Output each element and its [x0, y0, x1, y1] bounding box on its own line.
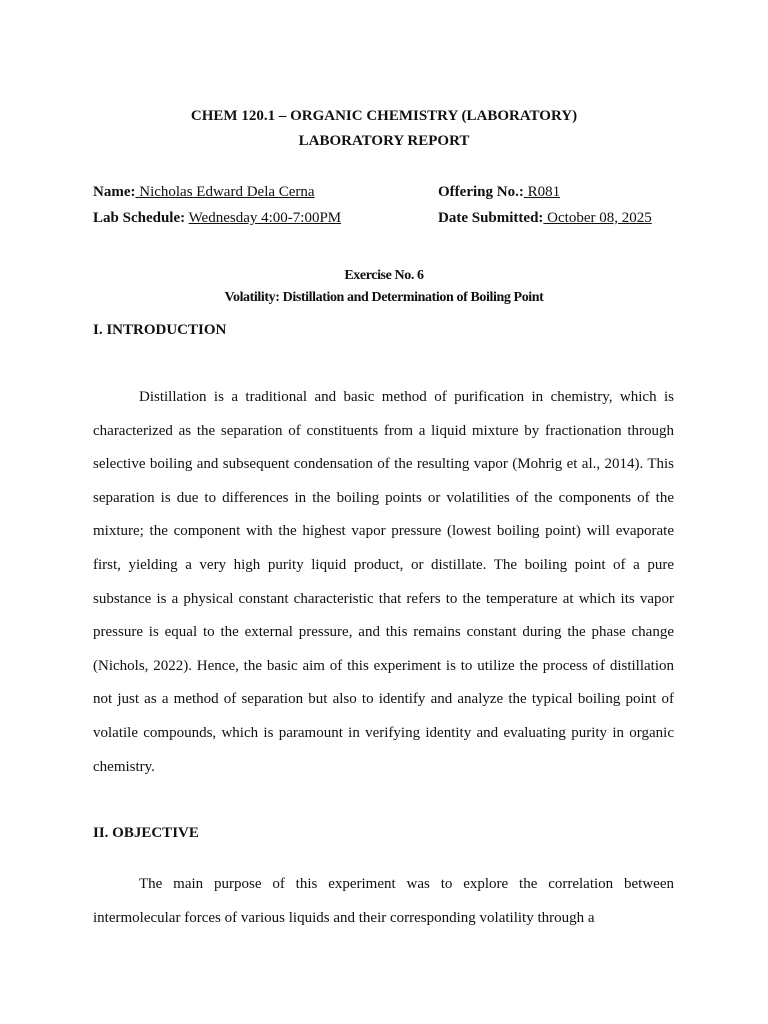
- schedule-label: Lab Schedule:: [93, 210, 186, 226]
- offering-value: R081: [523, 184, 561, 200]
- objective-heading: II. OBJECTIVE: [93, 825, 199, 841]
- name-label: Name:: [93, 184, 136, 200]
- name-value: Nicholas Edward Dela Cerna: [135, 184, 315, 200]
- date-field: [438, 210, 652, 227]
- exercise-title: Volatility: Distillation and Determination of Boiling Point: [224, 290, 544, 305]
- objective-paragraph: The main purpose of this experiment was to explore the correlation between intermolecular forces of various liquids and their corresponding volatility through a: [93, 876, 674, 926]
- offering-label: Offering No.:: [438, 184, 524, 200]
- offering-field: [438, 184, 560, 201]
- date-value: October 08, 2025: [543, 210, 652, 226]
- exercise-number: Exercise No. 6: [344, 268, 424, 283]
- schedule-value: Wednesday 4:00-7:00PM: [188, 210, 342, 226]
- report-type: LABORATORY REPORT: [298, 133, 470, 149]
- schedule-field: [93, 210, 341, 227]
- date-label: Date Submitted:: [438, 210, 544, 226]
- introduction-paragraph: Distillation is a traditional and basic method of purification in chemistry, which is characterized as the separation of constituents from a liquid mixture by fractionation through selective boiling and subsequent condensation of the resulting vapor (Mohrig et al., 2014). This separation is due to differences in the boiling points or volatilities of the components of the mixture; the component with the highest vapor pressure (lowest boiling point) will evaporate first, yielding a very high purity liquid product, or distillate. The boiling point of a pure substance is a physical constant characteristic that refers to the temperature at which its vapor pressure is equal to the external pressure, and this remains constant during the phase change (Nichols, 2022). Hence, the basic aim of this experiment is to utilize the process of distillation not just as a method of separation but also to identify and analyze the typical boiling point of volatile compounds, which is paramount in verifying identity and evaluating purity in organic chemistry.: [93, 389, 674, 775]
- name-field: [93, 184, 315, 201]
- course-title: CHEM 120.1 – ORGANIC CHEMISTRY (LABORATORY): [190, 108, 578, 124]
- introduction-heading: I. INTRODUCTION: [93, 322, 227, 338]
